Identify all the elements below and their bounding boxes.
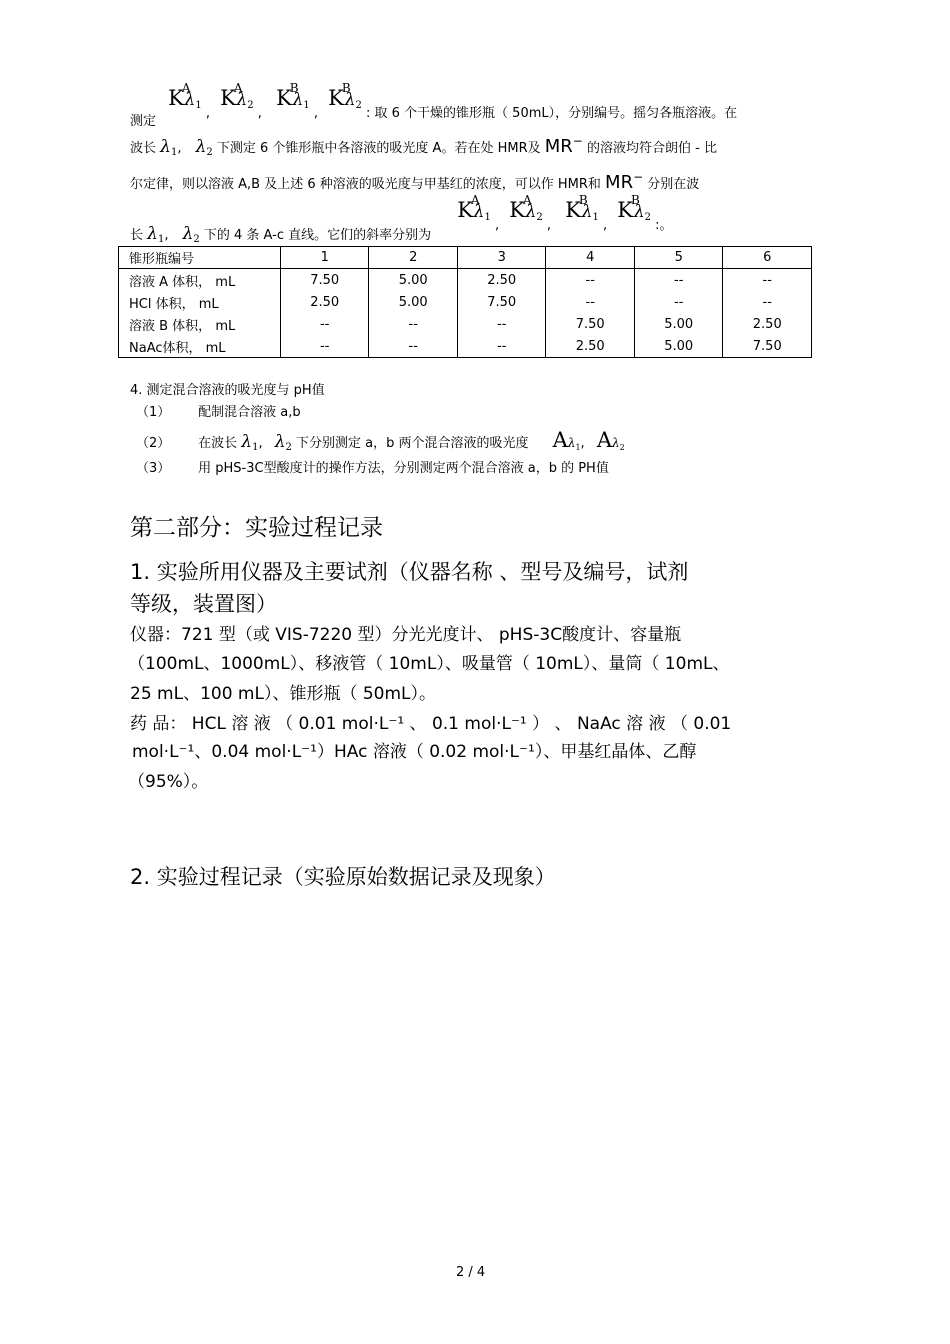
table-row	[119, 269, 812, 292]
instruments-line3: 25 mL、100 mL）、锥形瓶（ 50mL）。	[130, 684, 437, 704]
step4-item-1	[136, 401, 301, 420]
mr-minus-symbol: MR−	[544, 134, 583, 157]
section1-title-line1: 1. 实验所用仪器及主要试剂（仪器名称 、型号及编号，试剂	[130, 560, 689, 584]
table-cell: --	[280, 313, 369, 335]
table-cell: 2.50	[723, 313, 812, 335]
table-header-cell: 5	[634, 247, 723, 269]
k-b-lambda2-symbol: KBλ$_2$	[328, 81, 362, 111]
k-b-lambda2-symbol: KBλ$_2$	[617, 193, 651, 223]
table-cell: 7.50	[457, 291, 546, 313]
table-cell: --	[457, 335, 546, 358]
table-header-cell: 3	[457, 247, 546, 269]
table-cell: 2.50	[457, 269, 546, 292]
instruments-line1: 仪器：721 型（或 VIS-7220 型）分光光度计、 pHS-3C酸度计、容量瓶	[130, 625, 682, 645]
reagents-line3: （95%）。	[128, 772, 209, 792]
step4-item-mid: 下分别测定 a，b 两个混合溶液的吸光度	[296, 436, 529, 451]
table-cell: --	[546, 291, 635, 313]
table-header-cell: 2	[369, 247, 458, 269]
table-cell: --	[723, 269, 812, 292]
k-a-lambda1-symbol: KAλ$_1$	[168, 81, 202, 111]
table-cell: --	[723, 291, 812, 313]
section2-title: 2. 实验过程记录（实验原始数据记录及现象）	[130, 865, 556, 889]
table-cell: 5.00	[369, 269, 458, 292]
table-header-cell: 锥形瓶编号	[119, 247, 281, 269]
table-cell: --	[369, 335, 458, 358]
intro-line2-suffix: 的溶液均符合朗伯 - 比	[587, 141, 717, 156]
part2-title: 第二部分：实验过程记录	[130, 515, 383, 541]
absorbance-a-lambda2-symbol: $A\lambda_2$	[596, 428, 625, 452]
absorbance-a-lambda1-symbol: $A\lambda_1$	[552, 428, 581, 452]
table-cell: --	[280, 335, 369, 358]
table-cell: HCl 体积， mL	[119, 291, 281, 313]
page-number: 2 / 4	[456, 1265, 486, 1280]
table-cell: 溶液 B 体积， mL	[119, 313, 281, 335]
intro-line4-prefix: 长	[130, 228, 144, 243]
step4-item-3	[136, 457, 609, 476]
table-cell: 5.00	[634, 313, 723, 335]
table-row	[119, 313, 812, 335]
table-cell: --	[369, 313, 458, 335]
step4-item-2: （2） 在波长 $\lambda_1$, $\lambda_2$ 下分别测定 a，b 两个混合溶液的吸光度 $A\lambda_1$, $A\lambda_2$	[136, 428, 625, 453]
k-b-lambda1-symbol: KBλ$_1$	[565, 193, 599, 223]
k-a-lambda1-symbol: KAλ$_1$	[457, 193, 491, 223]
intro-line2-mid: 下测定 6 个锥形瓶中各溶液的吸光度 A。若在处 HMR及	[216, 141, 541, 156]
intro-line-4: 长 $\lambda_1$, $\lambda_2$ 下的 4 条 A-c 直线。它们的斜率分别为 KAλ$_1$ , KAλ$_2$ , KBλ$_1$ , KBλ$_2$ :。	[130, 193, 673, 245]
step4-item-text: 用 pHS-3C型酸度计的操作方法，分别测定两个混合溶液 a，b 的 PH值	[198, 461, 609, 476]
reagents-line2: mol·L⁻¹、0.04 mol·L⁻¹）HAc 溶液（ 0.02 mol·L⁻¹）、甲基红晶体、乙醇	[132, 742, 697, 762]
lambda2-symbol: $\lambda_2$	[182, 224, 200, 245]
k-b-lambda1-symbol: KBλ$_1$	[276, 81, 310, 111]
step4-title: 4. 测定混合溶液的吸光度与 pH值	[130, 383, 325, 398]
lambda1-symbol: $\lambda_1$	[160, 137, 178, 158]
table-header-cell: 4	[546, 247, 635, 269]
table-row	[119, 291, 812, 313]
lambda1-symbol: $\lambda_1$	[241, 432, 259, 453]
intro-line-3	[130, 170, 699, 193]
intro-line1-prefix: 测定	[130, 114, 157, 129]
lambda2-symbol: $\lambda_2$	[195, 137, 213, 158]
step4-item-num: （3）	[136, 461, 171, 476]
step4-item-num: （1）	[136, 405, 171, 420]
table-cell: 溶液 A 体积， mL	[119, 269, 281, 292]
table-cell: NaAc体积， mL	[119, 335, 281, 358]
intro-line-2: 波长 $\lambda_1$, $\lambda_2$ 下测定 6 个锥形瓶中各溶液的吸光度 A。若在处 HMR及 MR− 的溶液均符合朗伯 - 比	[130, 134, 717, 158]
section1-title-line2: 等级，装置图）	[130, 592, 277, 616]
table-header-cell: 6	[723, 247, 812, 269]
intro-line3-suffix: 分别在波	[647, 177, 700, 192]
table-cell: 7.50	[280, 269, 369, 292]
table-cell: --	[457, 313, 546, 335]
lambda2-symbol: $\lambda_2$	[274, 432, 292, 453]
mr-minus-symbol: MR−	[605, 170, 644, 193]
table-cell: --	[546, 269, 635, 292]
table-cell: 2.50	[546, 335, 635, 358]
table-header-cell: 1	[280, 247, 369, 269]
lambda1-symbol: $\lambda_1$	[147, 224, 165, 245]
table-cell: 7.50	[546, 313, 635, 335]
step4-item-num: （2）	[136, 436, 171, 451]
table-header-row	[119, 247, 812, 269]
table-cell: --	[634, 291, 723, 313]
table-cell: 7.50	[723, 335, 812, 358]
reagents-line1: 药 品： HCL 溶 液 （ 0.01 mol·L⁻¹ 、 0.1 mol·L⁻¹ ） 、 NaAc 溶 液 （ 0.01	[130, 714, 732, 734]
k-a-lambda2-symbol: KAλ$_2$	[220, 81, 254, 111]
intro-line1-suffix: : 取 6 个干燥的锥形瓶（ 50mL），分别编号。摇匀各瓶溶液。在	[366, 106, 738, 121]
flask-volume-table	[118, 246, 812, 358]
intro-line4-mid: 下的 4 条 A-c 直线。它们的斜率分别为	[203, 228, 432, 243]
table-cell: 5.00	[369, 291, 458, 313]
table-cell: 2.50	[280, 291, 369, 313]
step4-item-text: 配制混合溶液 a,b	[198, 405, 301, 420]
step4-item-prefix: 在波长	[198, 436, 238, 451]
table-row	[119, 335, 812, 358]
table-cell: --	[634, 269, 723, 292]
k-a-lambda2-symbol: KAλ$_2$	[509, 193, 543, 223]
table-cell: 5.00	[634, 335, 723, 358]
intro-line3-text: 尔定律，则以溶液 A,B 及上述 6 种溶液的吸光度与甲基红的浓度，可以作 HMR和	[130, 177, 601, 192]
instruments-line2: （100mL、1000mL）、移液管（ 10mL）、吸量管（ 10mL）、量筒（ 10mL、	[128, 654, 730, 674]
intro-line2-prefix: 波长	[130, 141, 157, 156]
intro-line-1: 测定 KAλ$_1$ , KAλ$_2$ , KBλ$_1$ , KBλ$_2$ : 取 6 个干燥的锥形瓶（ 50mL），分别编号。摇匀各瓶溶液。在	[130, 81, 738, 129]
intro-line4-suffix: :。	[655, 218, 673, 233]
